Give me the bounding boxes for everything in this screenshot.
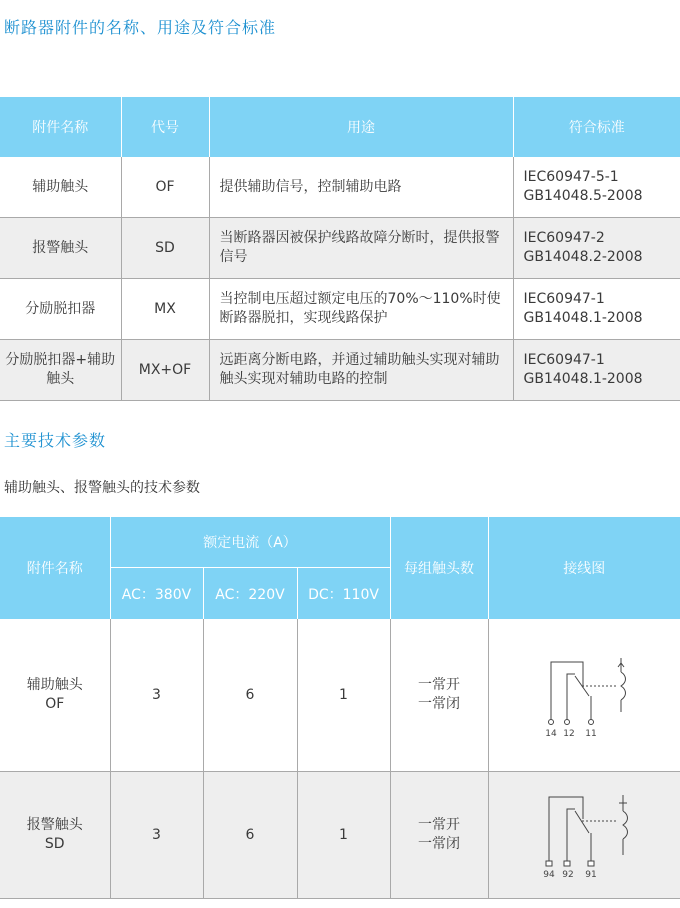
accessories-table bbox=[0, 97, 680, 401]
terminal-label: 14 bbox=[545, 729, 558, 739]
cell-name: 分励脱扣器+辅助触头 bbox=[0, 340, 121, 401]
cell-contact-groups bbox=[390, 772, 488, 899]
cell-name: 报警触头 bbox=[0, 218, 121, 279]
cell-ac380: 3 bbox=[110, 619, 203, 772]
cell-use: 当断路器因被保护线路故障分断时，提供报警信号 bbox=[209, 218, 513, 279]
cell-name bbox=[0, 619, 110, 772]
cell-standard bbox=[513, 157, 680, 218]
header-name: 附件名称 bbox=[0, 97, 121, 157]
cell-dc110: 1 bbox=[297, 772, 390, 899]
header-wiring: 接线图 bbox=[488, 517, 680, 619]
wiring-diagram-of bbox=[529, 650, 639, 740]
cell-standard bbox=[513, 218, 680, 279]
header-code: 代号 bbox=[121, 97, 209, 157]
table-header-row bbox=[0, 97, 680, 157]
standard-iec: IEC60947-5-1 bbox=[523, 169, 619, 185]
groups-line1: 一常开 bbox=[418, 817, 461, 833]
cell-wiring bbox=[488, 619, 680, 772]
cell-name: 辅助触头 bbox=[0, 157, 121, 218]
standard-gb: GB14048.1-2008 bbox=[523, 310, 643, 326]
standard-gb: GB14048.5-2008 bbox=[523, 188, 643, 204]
groups-line2: 一常闭 bbox=[418, 696, 461, 712]
cell-ac380: 3 bbox=[110, 772, 203, 899]
header-ac220: AC：220V bbox=[203, 568, 297, 620]
cell-use: 提供辅助信号，控制辅助电路 bbox=[209, 157, 513, 218]
header-ac380: AC：380V bbox=[110, 568, 203, 620]
table-header-row bbox=[0, 517, 680, 568]
cell-contact-groups bbox=[390, 619, 488, 772]
cell-use: 当控制电压超过额定电压的70%～110%时使断路器脱扣，实现线路保护 bbox=[209, 279, 513, 340]
header-contact-groups: 每组触头数 bbox=[390, 517, 488, 619]
terminal-label: 91 bbox=[585, 870, 598, 880]
cell-use: 远距离分断电路，并通过辅助触头实现对辅助触头实现对辅助电路的控制 bbox=[209, 340, 513, 401]
section-title-tech-params: 主要技术参数 bbox=[4, 431, 107, 450]
cell-code: MX+OF bbox=[121, 340, 209, 401]
standard-iec: IEC60947-1 bbox=[523, 291, 605, 307]
standard-gb: GB14048.2-2008 bbox=[523, 249, 643, 265]
header-standard: 符合标准 bbox=[513, 97, 680, 157]
table-row bbox=[0, 279, 680, 340]
name-line1: 报警触头 bbox=[26, 817, 83, 833]
name-line1: 辅助触头 bbox=[26, 677, 83, 693]
groups-line2: 一常闭 bbox=[418, 836, 461, 852]
table-row bbox=[0, 340, 680, 401]
header-use: 用途 bbox=[209, 97, 513, 157]
table-row bbox=[0, 218, 680, 279]
header-name: 附件名称 bbox=[0, 517, 110, 619]
cell-ac220: 6 bbox=[203, 619, 297, 772]
groups-line1: 一常开 bbox=[418, 677, 461, 693]
terminal-label: 12 bbox=[563, 729, 576, 739]
standard-iec: IEC60947-1 bbox=[523, 352, 605, 368]
table-row bbox=[0, 772, 680, 899]
standard-iec: IEC60947-2 bbox=[523, 230, 605, 246]
terminal-label: 92 bbox=[562, 870, 575, 880]
table-row bbox=[0, 157, 680, 218]
section-title-accessories: 断路器附件的名称、用途及符合标准 bbox=[4, 18, 277, 37]
standard-gb: GB14048.1-2008 bbox=[523, 371, 643, 387]
cell-standard bbox=[513, 279, 680, 340]
header-rated-current: 额定电流（A） bbox=[110, 517, 390, 568]
wiring-diagram-sd bbox=[529, 789, 639, 881]
cell-dc110: 1 bbox=[297, 619, 390, 772]
name-line2: SD bbox=[44, 836, 65, 852]
cell-code: MX bbox=[121, 279, 209, 340]
tech-params-subtitle: 辅助触头、报警触头的技术参数 bbox=[4, 480, 200, 496]
name-line2: OF bbox=[45, 696, 65, 712]
tech-params-table bbox=[0, 517, 680, 899]
cell-name: 分励脱扣器 bbox=[0, 279, 121, 340]
header-dc110: DC：110V bbox=[297, 568, 390, 620]
table-row bbox=[0, 619, 680, 772]
cell-standard bbox=[513, 340, 680, 401]
cell-wiring bbox=[488, 772, 680, 899]
cell-code: OF bbox=[121, 157, 209, 218]
terminal-label: 11 bbox=[585, 729, 598, 739]
cell-code: SD bbox=[121, 218, 209, 279]
cell-ac220: 6 bbox=[203, 772, 297, 899]
cell-name bbox=[0, 772, 110, 899]
terminal-label: 94 bbox=[543, 870, 556, 880]
